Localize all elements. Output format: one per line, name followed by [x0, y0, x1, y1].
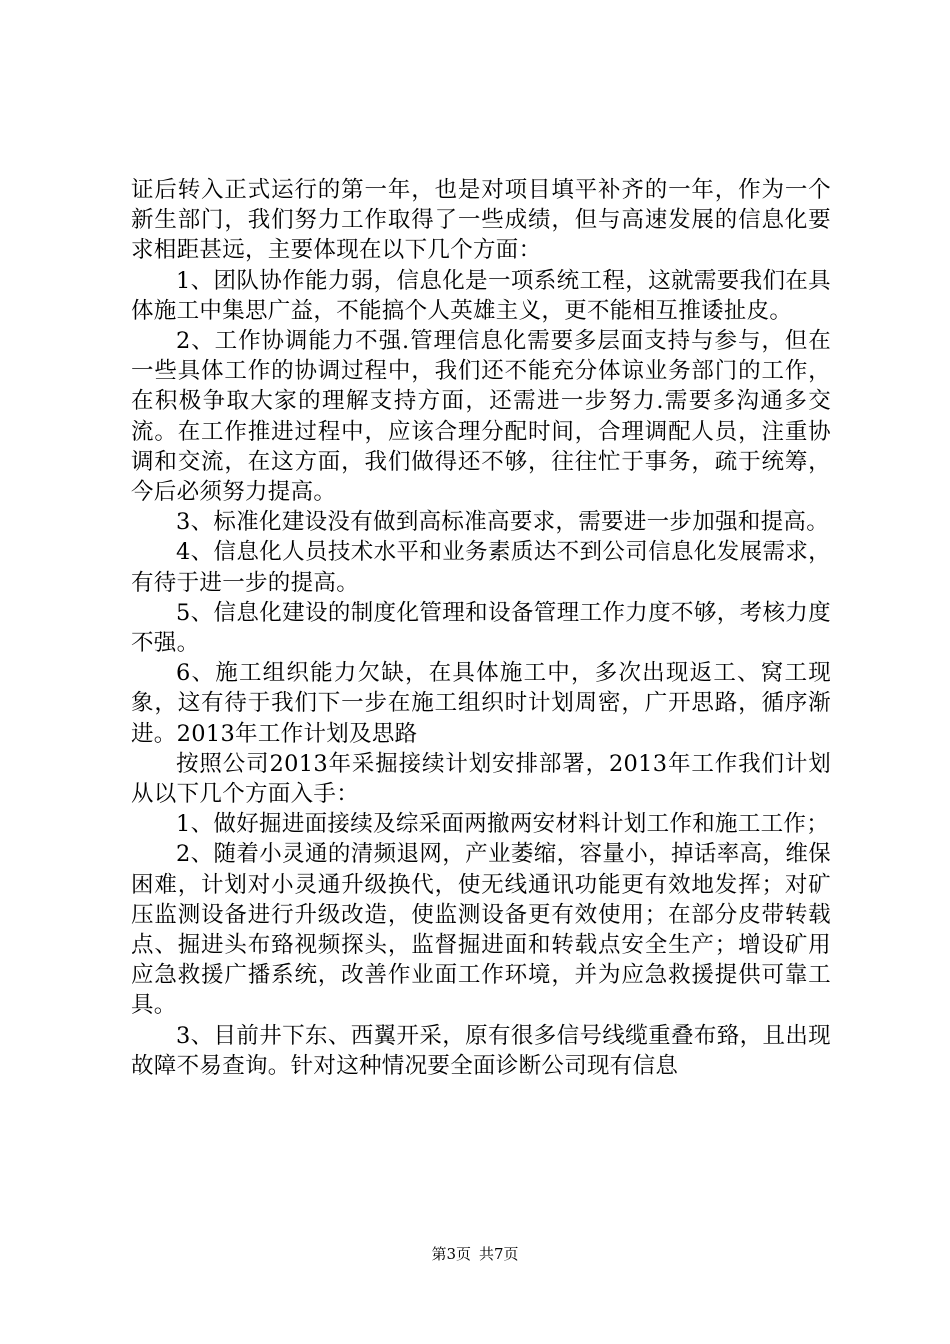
page-number-total: 共7页 [479, 1245, 519, 1263]
paragraph-9: 2、随着小灵通的清频退网，产业萎缩，容量小，掉话率高，维保困难，计划对小灵通升级换代，使无线通讯功能更有效地发挥；对矿压监测设备进行升级改造，使监测设备更有效使用；在部分皮带转载点、掘进头布臵视频探头，监督掘进面和转载点安全生产；增设矿用应急救援广播系统，改善作业面工作环境，并为应急救援提供可靠工具。 [131, 841, 831, 1019]
paragraph-10: 3、目前井下东、西翼开采，原有很多信号线缆重叠布臵，且出现故障不易查询。针对这种情况要全面诊断公司现有信息 [131, 1022, 831, 1079]
paragraph-5: 5、信息化建设的制度化管理和设备管理工作力度不够，考核力度不强。 [131, 599, 831, 657]
paragraph-3: 3、标准化建设没有做到高标准高要求，需要进一步加强和提高。 [176, 509, 830, 536]
paragraph-1: 1、团队协作能力弱，信息化是一项系统工程，这就需要我们在具体施工中集思广益，不能搞个人英雄主义，更不能相互推诿扯皮。 [131, 267, 831, 324]
page-number-current: 第3页 [431, 1245, 471, 1263]
paragraph-4: 4、信息化人员技术水平和业务素质达不到公司信息化发展需求，有待于进一步的提高。 [131, 539, 831, 596]
paragraph-6: 6、施工组织能力欠缺，在具体施工中，多次出现返工、窝工现象，这有待于我们下一步在施工组织时计划周密，广开思路，循序渐进。2013年工作计划及思路 [131, 660, 831, 747]
document-body [131, 175, 831, 1081]
paragraph-8: 1、做好掘进面接续及综采面两撤两安材料计划工作和施工工作； [176, 811, 830, 838]
paragraph-0: 证后转入正式运行的第一年，也是对项目填平补齐的一年，作为一个新生部门，我们努力工作取得了一些成绩，但与高速发展的信息化要求相距甚远，主要体现在以下几个方面： [131, 177, 831, 264]
page-footer [0, 1244, 950, 1264]
paragraph-7: 按照公司2013年采掘接续计划安排部署，2013年工作我们计划从以下几个方面入手： [131, 750, 831, 808]
paragraph-2: 2、工作协调能力不强.管理信息化需要多层面支持与参与，但在一些具体工作的协调过程中，我们还不能充分体谅业务部门的工作，在积极争取大家的理解支持方面，还需进一步努力.需要多沟通多交流。在工作推进过程中，应该合理分配时间，合理调配人员，注重协调和交流，在这方面，我们做得还不够，往往忙于事务，疏于统筹，今后必须努力提高。 [131, 328, 831, 506]
